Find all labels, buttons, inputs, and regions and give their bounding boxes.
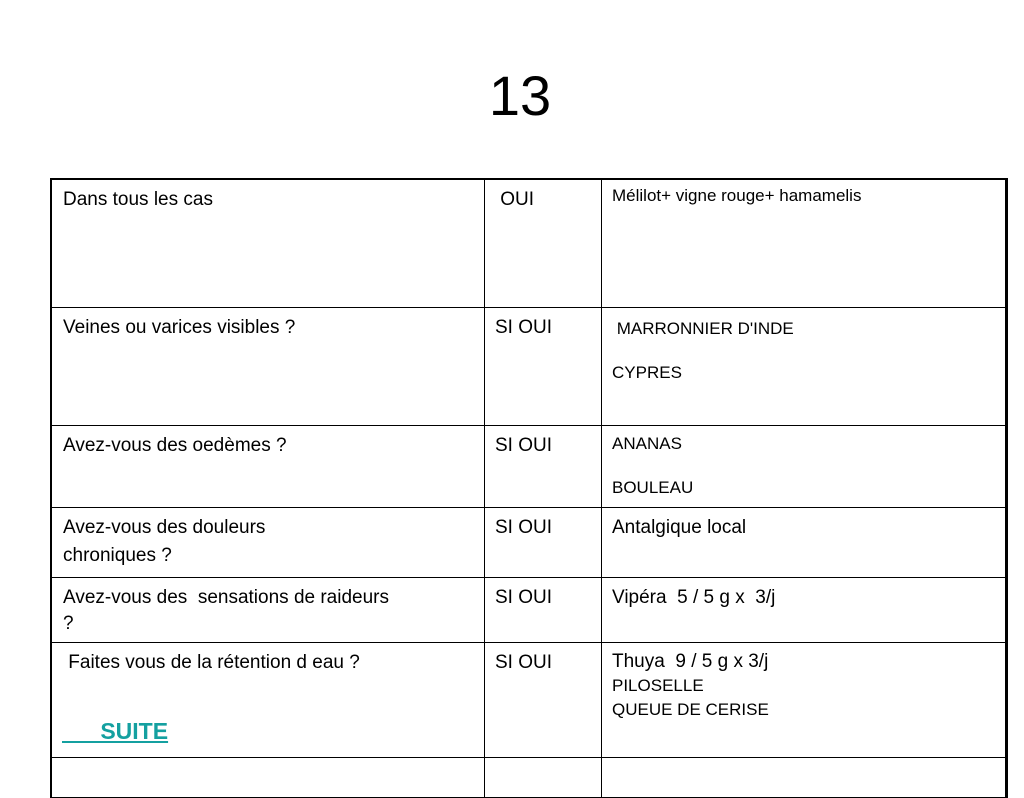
question-cell <box>51 507 485 577</box>
remedy-text: PILOSELLE <box>612 675 704 695</box>
remedy-text: BOULEAU <box>612 477 694 497</box>
answer-cell <box>485 642 602 757</box>
remedy-table <box>50 178 1008 798</box>
question-text: Faites vous de la rétention d eau ? <box>63 651 360 673</box>
remedy-cell <box>602 425 1007 507</box>
remedy-text: Thuya 9 / 5 g x 3/j <box>612 650 769 672</box>
question-cell <box>51 179 485 307</box>
remedy-cell <box>602 642 1007 757</box>
question-text: Avez-vous des douleurs <box>63 516 266 538</box>
table-row <box>51 757 1007 797</box>
table-row <box>51 577 1007 642</box>
answer-text: SI OUI <box>495 434 553 456</box>
page-title: 13 <box>488 64 552 127</box>
answer-cell <box>485 507 602 577</box>
answer-text: SI OUI <box>495 316 553 338</box>
remedy-table-container <box>50 178 1008 798</box>
table-row <box>51 507 1007 577</box>
remedy-cell <box>602 307 1007 425</box>
question-text: Avez-vous des oedèmes ? <box>63 434 287 456</box>
answer-cell <box>485 425 602 507</box>
answer-text: SI OUI <box>495 516 553 538</box>
remedy-text: CYPRES <box>612 362 682 382</box>
remedy-cell <box>602 757 1007 797</box>
answer-cell <box>485 307 602 425</box>
question-text: Avez-vous des sensations de raideurs <box>63 586 389 608</box>
question-cell <box>51 425 485 507</box>
question-text: Dans tous les cas <box>63 189 213 210</box>
answer-cell <box>485 179 602 307</box>
suite-link[interactable]: SUITE <box>62 718 169 744</box>
remedy-text: QUEUE DE CERISE <box>612 699 769 719</box>
answer-text: OUI <box>495 189 535 210</box>
table-row <box>51 179 1007 307</box>
table-row <box>51 307 1007 425</box>
question-cell <box>51 307 485 425</box>
remedy-text: Vipéra 5 / 5 g x 3/j <box>612 586 776 608</box>
remedy-text: ANANAS <box>612 433 682 453</box>
answer-text: SI OUI <box>495 586 553 608</box>
remedy-text: Mélilot+ vigne rouge+ hamamelis <box>612 186 862 205</box>
question-cell <box>51 577 485 642</box>
answer-cell <box>485 577 602 642</box>
answer-cell <box>485 757 602 797</box>
remedy-text: MARRONNIER D'INDE <box>612 318 794 338</box>
table-row <box>51 642 1007 757</box>
question-text: ? <box>63 612 74 634</box>
answer-text: SI OUI <box>495 651 553 673</box>
remedy-cell <box>602 577 1007 642</box>
question-text: chroniques ? <box>63 544 172 566</box>
remedy-text: Antalgique local <box>612 516 747 538</box>
table-row <box>51 425 1007 507</box>
question-cell <box>51 757 485 797</box>
question-text: Veines ou varices visibles ? <box>63 316 296 338</box>
remedy-cell <box>602 507 1007 577</box>
remedy-cell <box>602 179 1007 307</box>
